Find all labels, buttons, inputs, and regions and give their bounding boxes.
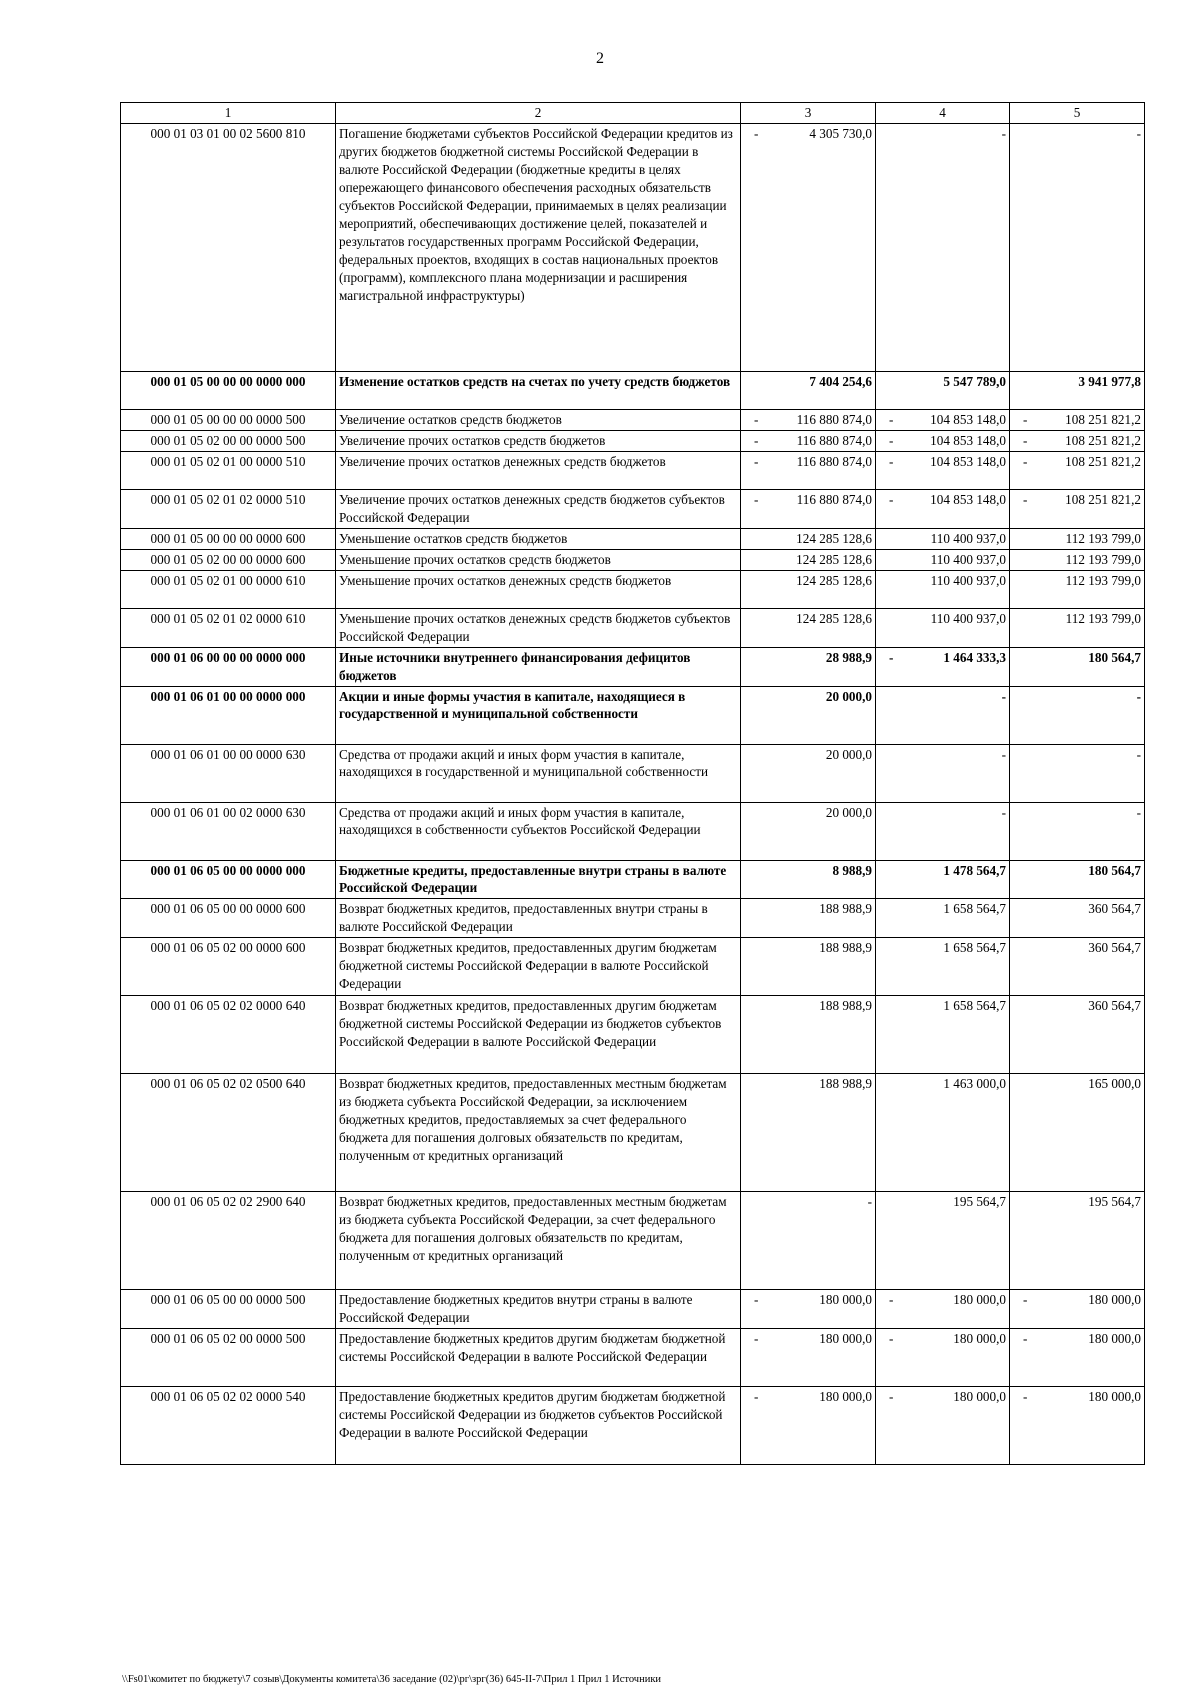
value-4: 180 000,0 — [953, 1389, 1006, 1405]
cell-amount-4 — [876, 1192, 1010, 1290]
sign-4 — [879, 862, 895, 880]
cell-amount-5 — [1010, 451, 1145, 489]
value-5: 3 941 977,8 — [1078, 374, 1141, 389]
table-row — [121, 570, 1145, 608]
value-4: 110 400 937,0 — [930, 610, 1006, 626]
cell-amount-5 — [1010, 570, 1145, 608]
cell-code: 000 01 05 02 01 00 0000 510 — [121, 451, 336, 489]
cell-name: Акции и иные формы участия в капитале, находящиеся в государственной и муниципальной собственности — [336, 686, 741, 744]
value-3: 20 000,0 — [825, 804, 872, 820]
cell-code: 000 01 05 02 01 02 0000 510 — [121, 489, 336, 528]
cell-amount-5 — [1010, 1192, 1145, 1290]
cell-amount-4 — [876, 1074, 1010, 1192]
sign-5 — [1013, 939, 1029, 957]
cell-amount-5 — [1010, 996, 1145, 1074]
file-path-footer: \\Fs01\комитет по бюджету\7 созыв\Документы комитета\36 заседание (02)\рг\зрг(36) 645-II-7\Прил 1 Прил 1 Источники — [122, 1674, 662, 1685]
cell-amount-5 — [1010, 124, 1145, 372]
value-4: 180 000,0 — [953, 1331, 1006, 1347]
value-4: 5 547 789,0 — [943, 374, 1006, 389]
cell-amount-3 — [741, 802, 876, 860]
cell-name: Средства от продажи акций и иных форм участия в капитале, находящихся в государственной и муниципальной собственности — [336, 744, 741, 802]
value-5: - — [1136, 688, 1141, 704]
value-4: 110 400 937,0 — [930, 530, 1006, 546]
sign-3 — [744, 551, 760, 569]
value-3: 124 285 128,6 — [796, 610, 872, 626]
cell-amount-4 — [876, 899, 1010, 938]
sign-3: - — [754, 1292, 759, 1308]
value-4: 1 464 333,3 — [943, 649, 1006, 665]
cell-code: 000 01 05 02 01 00 0000 610 — [121, 570, 336, 608]
cell-code: 000 01 06 05 00 00 0000 600 — [121, 899, 336, 938]
value-5: - — [1136, 804, 1141, 820]
value-4: - — [1001, 746, 1006, 762]
cell-name: Уменьшение прочих остатков средств бюджетов — [336, 549, 741, 570]
cell-code: 000 01 06 05 02 02 0500 640 — [121, 1074, 336, 1192]
cell-amount-4 — [876, 744, 1010, 802]
cell-amount-3 — [741, 430, 876, 451]
cell-name: Возврат бюджетных кредитов, предоставленных местным бюджетам из бюджета субъекта Российской Федерации, за исключением бюджетных кредитов, предоставляемых за счет федерального бюджета для погашения долговых обязательств по кредитам, полученным от кредитных организаций — [336, 1074, 741, 1192]
cell-name: Уменьшение остатков средств бюджетов — [336, 528, 741, 549]
cell-name: Предоставление бюджетных кредитов другим бюджетам бюджетной системы Российской Федерации в валюте Российской Федерации — [336, 1329, 741, 1387]
sign-3: - — [754, 412, 759, 427]
column-header-year3: 5 — [1010, 103, 1145, 124]
value-3: 28 988,9 — [825, 649, 872, 665]
cell-code: 000 01 06 05 02 02 0000 640 — [121, 996, 336, 1074]
cell-amount-5 — [1010, 1290, 1145, 1329]
value-3: 124 285 128,6 — [796, 530, 872, 546]
sign-4 — [879, 125, 895, 143]
cell-code: 000 01 05 02 01 02 0000 610 — [121, 608, 336, 647]
sign-5 — [1013, 125, 1029, 143]
table-row — [121, 528, 1145, 549]
sign-3: - — [754, 491, 759, 507]
sign-3 — [744, 373, 760, 391]
cell-amount-4 — [876, 996, 1010, 1074]
sign-5 — [1013, 649, 1029, 667]
sign-4 — [879, 900, 895, 918]
value-3: 116 880 874,0 — [796, 453, 872, 469]
value-4: 110 400 937,0 — [930, 572, 1006, 588]
cell-amount-3 — [741, 860, 876, 899]
sign-5 — [1013, 530, 1029, 548]
value-3: - — [867, 1194, 872, 1210]
cell-code: 000 01 06 01 00 00 0000 000 — [121, 686, 336, 744]
sign-4 — [879, 572, 895, 590]
table-row — [121, 1387, 1145, 1465]
cell-name: Бюджетные кредиты, предоставленные внутри страны в валюте Российской Федерации — [336, 860, 741, 899]
cell-amount-5 — [1010, 744, 1145, 802]
cell-code: 000 01 06 05 02 02 2900 640 — [121, 1192, 336, 1290]
value-3: 20 000,0 — [825, 746, 872, 762]
cell-amount-4 — [876, 860, 1010, 899]
cell-amount-4 — [876, 410, 1010, 431]
value-5: 180 000,0 — [1088, 1389, 1141, 1405]
sign-5 — [1013, 862, 1029, 880]
table-row — [121, 430, 1145, 451]
value-4: 104 853 148,0 — [930, 432, 1006, 448]
value-5: 108 251 821,2 — [1065, 491, 1141, 507]
cell-code: 000 01 05 02 00 00 0000 600 — [121, 549, 336, 570]
cell-amount-4 — [876, 570, 1010, 608]
cell-amount-3 — [741, 996, 876, 1074]
sign-3 — [744, 939, 760, 957]
cell-amount-5 — [1010, 608, 1145, 647]
value-4: 104 853 148,0 — [930, 491, 1006, 507]
cell-name: Уменьшение прочих остатков денежных средств бюджетов субъектов Российской Федерации — [336, 608, 741, 647]
sign-5 — [1013, 997, 1029, 1015]
value-5: 360 564,7 — [1088, 998, 1141, 1014]
cell-amount-3 — [741, 1074, 876, 1192]
sign-4 — [879, 551, 895, 569]
cell-amount-5 — [1010, 1387, 1145, 1465]
cell-amount-4 — [876, 647, 1010, 686]
value-4: 1 658 564,7 — [943, 901, 1006, 917]
sign-3 — [744, 649, 760, 667]
cell-amount-3 — [741, 686, 876, 744]
sign-5: - — [1023, 432, 1028, 448]
cell-amount-5 — [1010, 647, 1145, 686]
table-row — [121, 1329, 1145, 1387]
sign-3: - — [754, 1389, 759, 1405]
sign-3 — [744, 900, 760, 918]
value-5: 108 251 821,2 — [1065, 453, 1141, 469]
sign-5 — [1013, 804, 1029, 822]
cell-amount-3 — [741, 489, 876, 528]
value-5: 180 000,0 — [1088, 1292, 1141, 1308]
sign-5: - — [1023, 453, 1028, 469]
value-4: - — [1001, 126, 1006, 141]
cell-name: Увеличение прочих остатков денежных средств бюджетов субъектов Российской Федерации — [336, 489, 741, 528]
sign-3 — [744, 862, 760, 880]
cell-name: Предоставление бюджетных кредитов другим бюджетам бюджетной системы Российской Федерации из бюджетов субъектов Российской Федерации в валюте Российской Федерации — [336, 1387, 741, 1465]
cell-amount-4 — [876, 451, 1010, 489]
cell-amount-5 — [1010, 528, 1145, 549]
cell-amount-4 — [876, 124, 1010, 372]
sign-5 — [1013, 572, 1029, 590]
sign-3 — [744, 688, 760, 706]
value-3: 188 988,9 — [819, 901, 872, 917]
sign-3: - — [754, 1331, 759, 1347]
sign-4 — [879, 610, 895, 628]
sign-3: - — [754, 453, 759, 469]
sign-3 — [744, 610, 760, 628]
page-number: 2 — [596, 50, 604, 67]
sign-4 — [879, 997, 895, 1015]
cell-amount-3 — [741, 1387, 876, 1465]
column-header-code: 1 — [121, 103, 336, 124]
table-row — [121, 899, 1145, 938]
table-row — [121, 451, 1145, 489]
cell-code: 000 01 05 00 00 00 0000 600 — [121, 528, 336, 549]
cell-code: 000 01 06 00 00 00 0000 000 — [121, 647, 336, 686]
value-4: - — [1001, 688, 1006, 704]
sign-3 — [744, 572, 760, 590]
sign-4 — [879, 688, 895, 706]
sign-3 — [744, 1193, 760, 1211]
cell-amount-3 — [741, 938, 876, 996]
sign-4 — [879, 530, 895, 548]
cell-name: Погашение бюджетами субъектов Российской Федерации кредитов из других бюджетов бюджетной системы Российской Федерации в валюте Российской Федерации (бюджетные кредиты в целях опережающего финансового обеспечения расходных обязательств субъектов Российской Федерации, принимаемых в целях реализации мероприятий, обеспечивающих достижение целей, показателей и результатов государственных программ Российской Федерации, федеральных проектов, входящих в состав национальных проектов (программ), комплексного плана модернизации и расширения магистральной инфраструктуры) — [336, 124, 741, 372]
table-row — [121, 124, 1145, 372]
cell-amount-4 — [876, 1290, 1010, 1329]
table-row — [121, 802, 1145, 860]
value-3: 7 404 254,6 — [809, 374, 872, 389]
table-row — [121, 1192, 1145, 1290]
value-3: 116 880 874,0 — [796, 412, 872, 427]
value-5: 108 251 821,2 — [1065, 432, 1141, 448]
sign-5 — [1013, 373, 1029, 391]
sign-5 — [1013, 1193, 1029, 1211]
value-4: 110 400 937,0 — [930, 551, 1006, 567]
sign-3 — [744, 530, 760, 548]
sign-3 — [744, 1075, 760, 1093]
sources-table — [120, 102, 1145, 1465]
cell-code: 000 01 03 01 00 02 5600 810 — [121, 124, 336, 372]
sign-3: - — [754, 432, 759, 448]
sign-5 — [1013, 688, 1029, 706]
value-3: 116 880 874,0 — [796, 491, 872, 507]
cell-name: Возврат бюджетных кредитов, предоставленных местным бюджетам из бюджета субъекта Российской Федерации, за счет федерального бюджета для погашения долговых обязательств по кредитам, полученным от кредитных организаций — [336, 1192, 741, 1290]
cell-name: Предоставление бюджетных кредитов внутри страны в валюте Российской Федерации — [336, 1290, 741, 1329]
value-5: 112 193 799,0 — [1065, 530, 1141, 546]
cell-amount-3 — [741, 1192, 876, 1290]
cell-amount-4 — [876, 802, 1010, 860]
sign-5: - — [1023, 1389, 1028, 1405]
sign-4 — [879, 1075, 895, 1093]
sign-3 — [744, 804, 760, 822]
value-3: 188 988,9 — [819, 1076, 872, 1092]
cell-amount-4 — [876, 1329, 1010, 1387]
sign-5 — [1013, 551, 1029, 569]
value-4: 1 463 000,0 — [943, 1076, 1006, 1092]
cell-amount-4 — [876, 430, 1010, 451]
cell-amount-5 — [1010, 372, 1145, 410]
value-5: 165 000,0 — [1088, 1076, 1141, 1092]
cell-amount-3 — [741, 744, 876, 802]
cell-amount-4 — [876, 608, 1010, 647]
cell-amount-5 — [1010, 549, 1145, 570]
cell-amount-4 — [876, 938, 1010, 996]
value-4: - — [1001, 804, 1006, 820]
table-row — [121, 647, 1145, 686]
value-5: 180 000,0 — [1088, 1331, 1141, 1347]
value-4: 1 658 564,7 — [943, 998, 1006, 1014]
value-4: 1 658 564,7 — [943, 940, 1006, 956]
table-row — [121, 410, 1145, 431]
cell-amount-5 — [1010, 430, 1145, 451]
sign-3 — [744, 746, 760, 764]
cell-amount-3 — [741, 528, 876, 549]
table-row — [121, 860, 1145, 899]
table-row — [121, 1290, 1145, 1329]
cell-amount-4 — [876, 489, 1010, 528]
cell-amount-3 — [741, 570, 876, 608]
header-row — [121, 103, 1145, 124]
sign-5 — [1013, 900, 1029, 918]
cell-name: Увеличение остатков средств бюджетов — [336, 410, 741, 431]
cell-amount-3 — [741, 410, 876, 431]
sign-4: - — [889, 1389, 894, 1405]
value-5: 180 564,7 — [1088, 862, 1141, 878]
sign-4: - — [889, 1331, 894, 1347]
table-row — [121, 938, 1145, 996]
cell-code: 000 01 06 05 02 00 0000 500 — [121, 1329, 336, 1387]
cell-amount-5 — [1010, 899, 1145, 938]
sign-3: - — [754, 126, 759, 141]
cell-amount-3 — [741, 899, 876, 938]
value-5: 195 564,7 — [1088, 1194, 1141, 1210]
cell-amount-4 — [876, 528, 1010, 549]
value-5: 180 564,7 — [1088, 649, 1141, 665]
value-5: 360 564,7 — [1088, 901, 1141, 917]
column-header-year1: 3 — [741, 103, 876, 124]
cell-code: 000 01 06 05 02 02 0000 540 — [121, 1387, 336, 1465]
value-3: 124 285 128,6 — [796, 551, 872, 567]
cell-amount-4 — [876, 549, 1010, 570]
value-4: 195 564,7 — [953, 1194, 1006, 1210]
cell-code: 000 01 05 00 00 00 0000 000 — [121, 372, 336, 410]
value-4: 1 478 564,7 — [943, 862, 1006, 878]
value-5: 108 251 821,2 — [1065, 412, 1141, 427]
column-header-year2: 4 — [876, 103, 1010, 124]
cell-amount-5 — [1010, 1329, 1145, 1387]
table-row — [121, 549, 1145, 570]
sign-4: - — [889, 453, 894, 469]
cell-amount-3 — [741, 372, 876, 410]
table-row — [121, 996, 1145, 1074]
value-3: 180 000,0 — [819, 1389, 872, 1405]
value-3: 180 000,0 — [819, 1331, 872, 1347]
cell-name: Увеличение прочих остатков средств бюджетов — [336, 430, 741, 451]
sign-4: - — [889, 649, 894, 665]
sign-5: - — [1023, 1292, 1028, 1308]
value-5: 112 193 799,0 — [1065, 572, 1141, 588]
value-4: 104 853 148,0 — [930, 412, 1006, 427]
cell-code: 000 01 06 01 00 02 0000 630 — [121, 802, 336, 860]
cell-amount-3 — [741, 1329, 876, 1387]
sign-4 — [879, 373, 895, 391]
cell-name: Уменьшение прочих остатков денежных средств бюджетов — [336, 570, 741, 608]
sign-4 — [879, 746, 895, 764]
cell-code: 000 01 06 05 00 00 0000 500 — [121, 1290, 336, 1329]
cell-name: Возврат бюджетных кредитов, предоставленных внутри страны в валюте Российской Федерации — [336, 899, 741, 938]
sign-4: - — [889, 1292, 894, 1308]
cell-name: Средства от продажи акций и иных форм участия в капитале, находящихся в собственности субъектов Российской Федерации — [336, 802, 741, 860]
cell-code: 000 01 05 02 00 00 0000 500 — [121, 430, 336, 451]
cell-code: 000 01 06 01 00 00 0000 630 — [121, 744, 336, 802]
cell-amount-5 — [1010, 1074, 1145, 1192]
value-3: 180 000,0 — [819, 1292, 872, 1308]
cell-amount-5 — [1010, 489, 1145, 528]
value-5: - — [1136, 746, 1141, 762]
value-5: 360 564,7 — [1088, 940, 1141, 956]
cell-name: Возврат бюджетных кредитов, предоставленных другим бюджетам бюджетной системы Российской Федерации в валюте Российской Федерации — [336, 938, 741, 996]
sign-5 — [1013, 1075, 1029, 1093]
cell-name: Изменение остатков средств на счетах по учету средств бюджетов — [336, 372, 741, 410]
cell-amount-4 — [876, 686, 1010, 744]
sign-5: - — [1023, 491, 1028, 507]
value-5: 112 193 799,0 — [1065, 610, 1141, 626]
value-5: - — [1136, 126, 1141, 141]
table-row — [121, 744, 1145, 802]
cell-name: Увеличение прочих остатков денежных средств бюджетов — [336, 451, 741, 489]
cell-amount-5 — [1010, 938, 1145, 996]
cell-amount-5 — [1010, 410, 1145, 431]
cell-name: Возврат бюджетных кредитов, предоставленных другим бюджетам бюджетной системы Российской Федерации из бюджетов субъектов Российской Федерации в валюте Российской Федерации — [336, 996, 741, 1074]
sign-4 — [879, 1193, 895, 1211]
sign-5 — [1013, 746, 1029, 764]
table-row — [121, 372, 1145, 410]
sign-4: - — [889, 432, 894, 448]
cell-code: 000 01 06 05 02 00 0000 600 — [121, 938, 336, 996]
value-3: 116 880 874,0 — [796, 432, 872, 448]
value-4: 180 000,0 — [953, 1292, 1006, 1308]
cell-amount-3 — [741, 608, 876, 647]
sign-4: - — [889, 412, 894, 427]
cell-name: Иные источники внутреннего финансирования дефицитов бюджетов — [336, 647, 741, 686]
sign-4 — [879, 804, 895, 822]
cell-amount-5 — [1010, 860, 1145, 899]
cell-amount-4 — [876, 1387, 1010, 1465]
sign-4 — [879, 939, 895, 957]
cell-amount-3 — [741, 647, 876, 686]
value-3: 124 285 128,6 — [796, 572, 872, 588]
cell-code: 000 01 06 05 00 00 0000 000 — [121, 860, 336, 899]
cell-amount-3 — [741, 451, 876, 489]
value-3: 20 000,0 — [825, 688, 872, 704]
value-3: 8 988,9 — [832, 862, 872, 878]
value-3: 4 305 730,0 — [809, 126, 872, 141]
cell-amount-5 — [1010, 686, 1145, 744]
cell-amount-3 — [741, 1290, 876, 1329]
value-5: 112 193 799,0 — [1065, 551, 1141, 567]
sign-4: - — [889, 491, 894, 507]
sign-5 — [1013, 610, 1029, 628]
value-3: 188 988,9 — [819, 998, 872, 1014]
cell-amount-3 — [741, 124, 876, 372]
column-header-name: 2 — [336, 103, 741, 124]
cell-amount-5 — [1010, 802, 1145, 860]
sign-3 — [744, 997, 760, 1015]
cell-amount-3 — [741, 549, 876, 570]
table-row — [121, 686, 1145, 744]
value-3: 188 988,9 — [819, 940, 872, 956]
table-row — [121, 1074, 1145, 1192]
table-row — [121, 489, 1145, 528]
value-4: 104 853 148,0 — [930, 453, 1006, 469]
table-body — [121, 124, 1145, 1465]
table-row — [121, 608, 1145, 647]
cell-amount-4 — [876, 372, 1010, 410]
sign-5: - — [1023, 412, 1028, 427]
sign-5: - — [1023, 1331, 1028, 1347]
cell-code: 000 01 05 00 00 00 0000 500 — [121, 410, 336, 431]
